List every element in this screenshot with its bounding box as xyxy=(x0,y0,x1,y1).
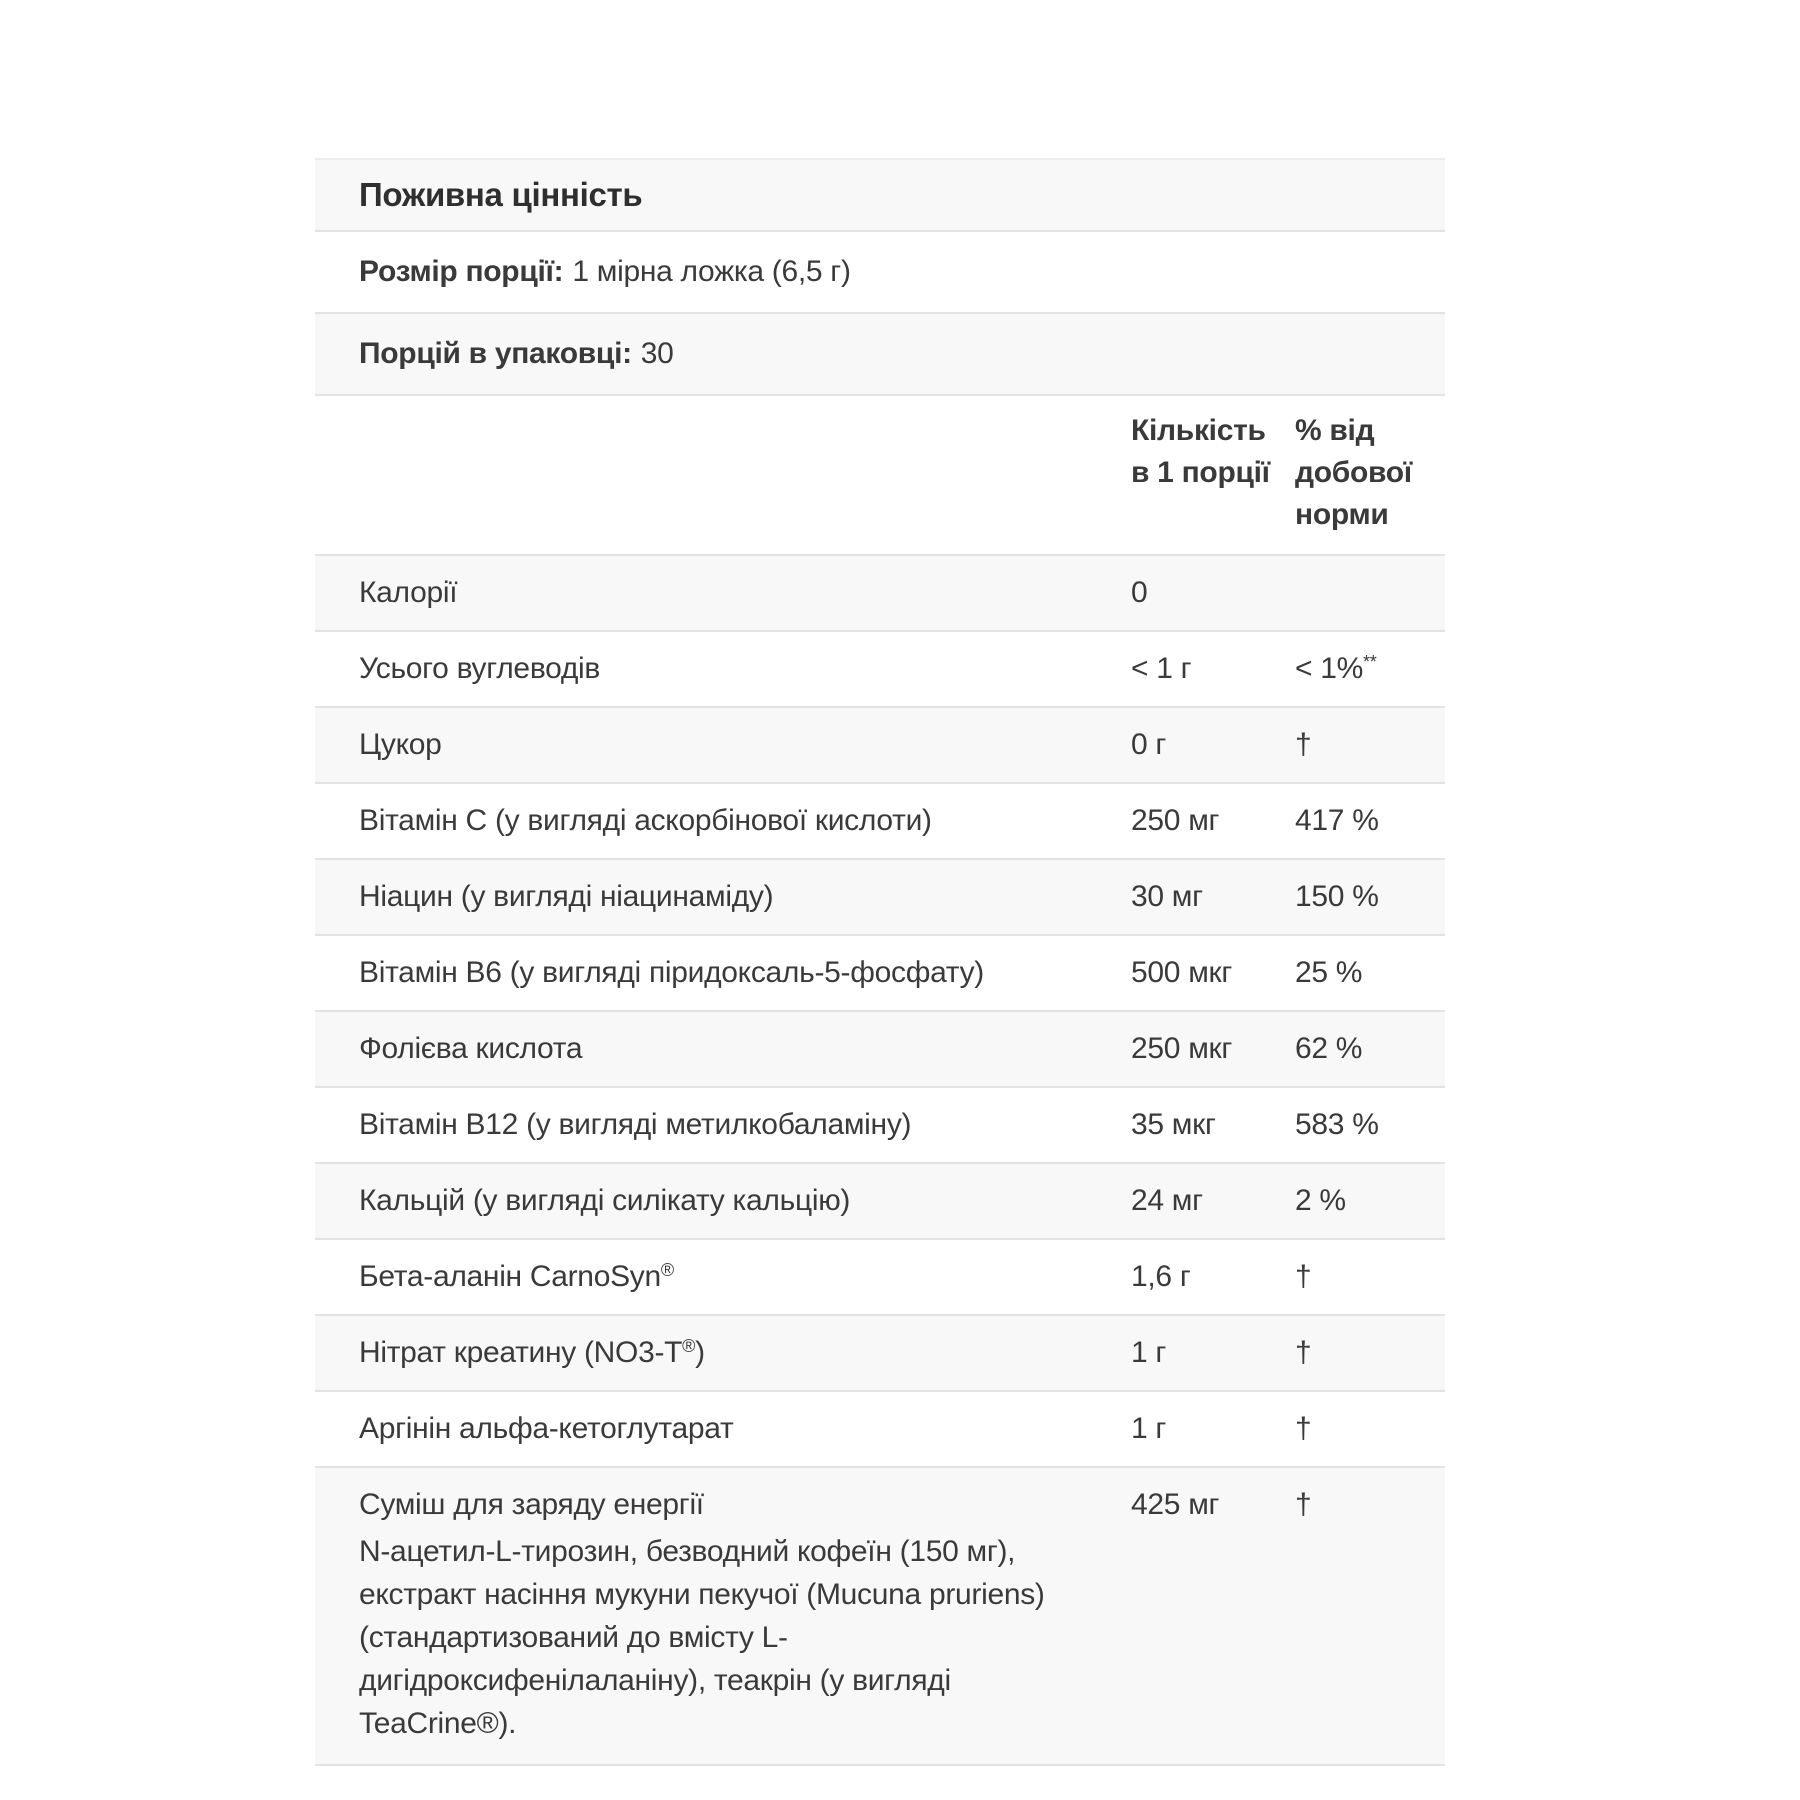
superscript-mark: ® xyxy=(660,1260,674,1281)
table-row xyxy=(315,1088,1445,1164)
amount-per-serving-value: 1 г xyxy=(1131,1412,1167,1445)
table-row xyxy=(315,1468,1445,1766)
table-row xyxy=(315,708,1445,784)
daily-value-percent: † xyxy=(1295,728,1312,761)
daily-value-percent: < 1%** xyxy=(1295,652,1377,685)
nutrient-label: Кальцій (у вигляді силікату кальцію) xyxy=(359,1184,851,1217)
daily-value-percent: 2 % xyxy=(1295,1184,1346,1217)
column-header-daily-value: % від добової норми xyxy=(1295,414,1412,531)
servings-per-container-value: 30 xyxy=(640,337,674,370)
amount-per-serving-value: 425 мг xyxy=(1131,1488,1220,1521)
table-title-row xyxy=(315,160,1445,232)
blend-description: N-ацетил-L-тирозин, безводний кофеїн (150 мг), екстракт насіння мукуни пекучої (Mucuna pruriens) (стандартизований до вмісту L-дигідроксифенілаланіну), теакрін (у вигляді TeaCrine®). xyxy=(359,1535,1045,1740)
amount-per-serving-value: 24 мг xyxy=(1131,1184,1203,1217)
serving-size-row xyxy=(315,232,1445,314)
daily-value-percent: 150 % xyxy=(1295,880,1379,913)
nutrient-label: Цукор xyxy=(359,728,442,761)
nutrient-label: Ніацин (у вигляді ніацинаміду) xyxy=(359,880,774,913)
amount-per-serving-value: 250 мкг xyxy=(1131,1032,1232,1065)
serving-size-label: Розмір порції: xyxy=(359,255,564,288)
amount-per-serving-value: 0 г xyxy=(1131,728,1167,761)
nutrient-label: Нітрат креатину (NO3-T®) xyxy=(359,1336,705,1369)
serving-size-value: 1 мірна ложка (6,5 г) xyxy=(572,255,851,288)
table-row xyxy=(315,1392,1445,1468)
daily-value-percent: † xyxy=(1295,1260,1312,1293)
nutrient-label: Аргінін альфа-кетоглутарат xyxy=(359,1412,734,1445)
nutrient-label: Усього вуглеводів xyxy=(359,652,601,685)
table-row xyxy=(315,556,1445,632)
nutrient-label: Бета-аланін CarnoSyn® xyxy=(359,1260,674,1293)
amount-per-serving-value: 35 мкг xyxy=(1131,1108,1216,1141)
nutrient-label: Вітамін B12 (у вигляді метилкобаламіну) xyxy=(359,1108,912,1141)
table-title: Поживна цінність xyxy=(359,176,643,213)
daily-value-percent: 25 % xyxy=(1295,956,1363,989)
table-row xyxy=(315,1316,1445,1392)
nutrient-label: Вітамін B6 (у вигляді піридоксаль-5-фосфату) xyxy=(359,956,984,989)
daily-value-percent: 583 % xyxy=(1295,1108,1379,1141)
amount-per-serving-value: 0 xyxy=(1131,576,1148,609)
daily-value-percent: 62 % xyxy=(1295,1032,1363,1065)
column-header-amount: Кількість в 1 порції xyxy=(1131,414,1270,489)
daily-value-percent: † xyxy=(1295,1412,1312,1445)
servings-per-container-label: Порцій в упаковці: xyxy=(359,337,632,370)
nutrient-label: Фолієва кислота xyxy=(359,1032,583,1065)
column-header-row xyxy=(315,396,1445,556)
table-row xyxy=(315,860,1445,936)
amount-per-serving-value: 250 мг xyxy=(1131,804,1220,837)
nutrition-facts-table xyxy=(315,158,1445,1766)
table-row xyxy=(315,784,1445,860)
nutrient-rows xyxy=(315,556,1445,1766)
table-row xyxy=(315,1164,1445,1240)
table-row xyxy=(315,936,1445,1012)
nutrient-label: Вітамін C (у вигляді аскорбінової кислоти) xyxy=(359,804,932,837)
servings-per-container-row xyxy=(315,314,1445,396)
amount-per-serving-value: 500 мкг xyxy=(1131,956,1232,989)
daily-value-percent: 417 % xyxy=(1295,804,1379,837)
table-row xyxy=(315,1012,1445,1088)
superscript-mark: ® xyxy=(682,1336,696,1357)
superscript-mark: ** xyxy=(1363,652,1377,673)
amount-per-serving-value: < 1 г xyxy=(1131,652,1192,685)
daily-value-percent: † xyxy=(1295,1336,1312,1369)
nutrient-label: Суміш для заряду енергії N-ацетил-L-тирозин, безводний кофеїн (150 мг), екстракт насіння мукуни пекучої (Mucuna pruriens) (стандартизований до вмісту L-дигідроксифенілаланіну), теакрін (у вигляді TeaCrine®). xyxy=(315,1487,1131,1745)
amount-per-serving-value: 1,6 г xyxy=(1131,1260,1191,1293)
daily-value-percent: † xyxy=(1295,1488,1312,1521)
amount-per-serving-value: 30 мг xyxy=(1131,880,1203,913)
amount-per-serving-value: 1 г xyxy=(1131,1336,1167,1369)
table-row xyxy=(315,632,1445,708)
nutrient-label: Калорії xyxy=(359,576,458,609)
table-row xyxy=(315,1240,1445,1316)
